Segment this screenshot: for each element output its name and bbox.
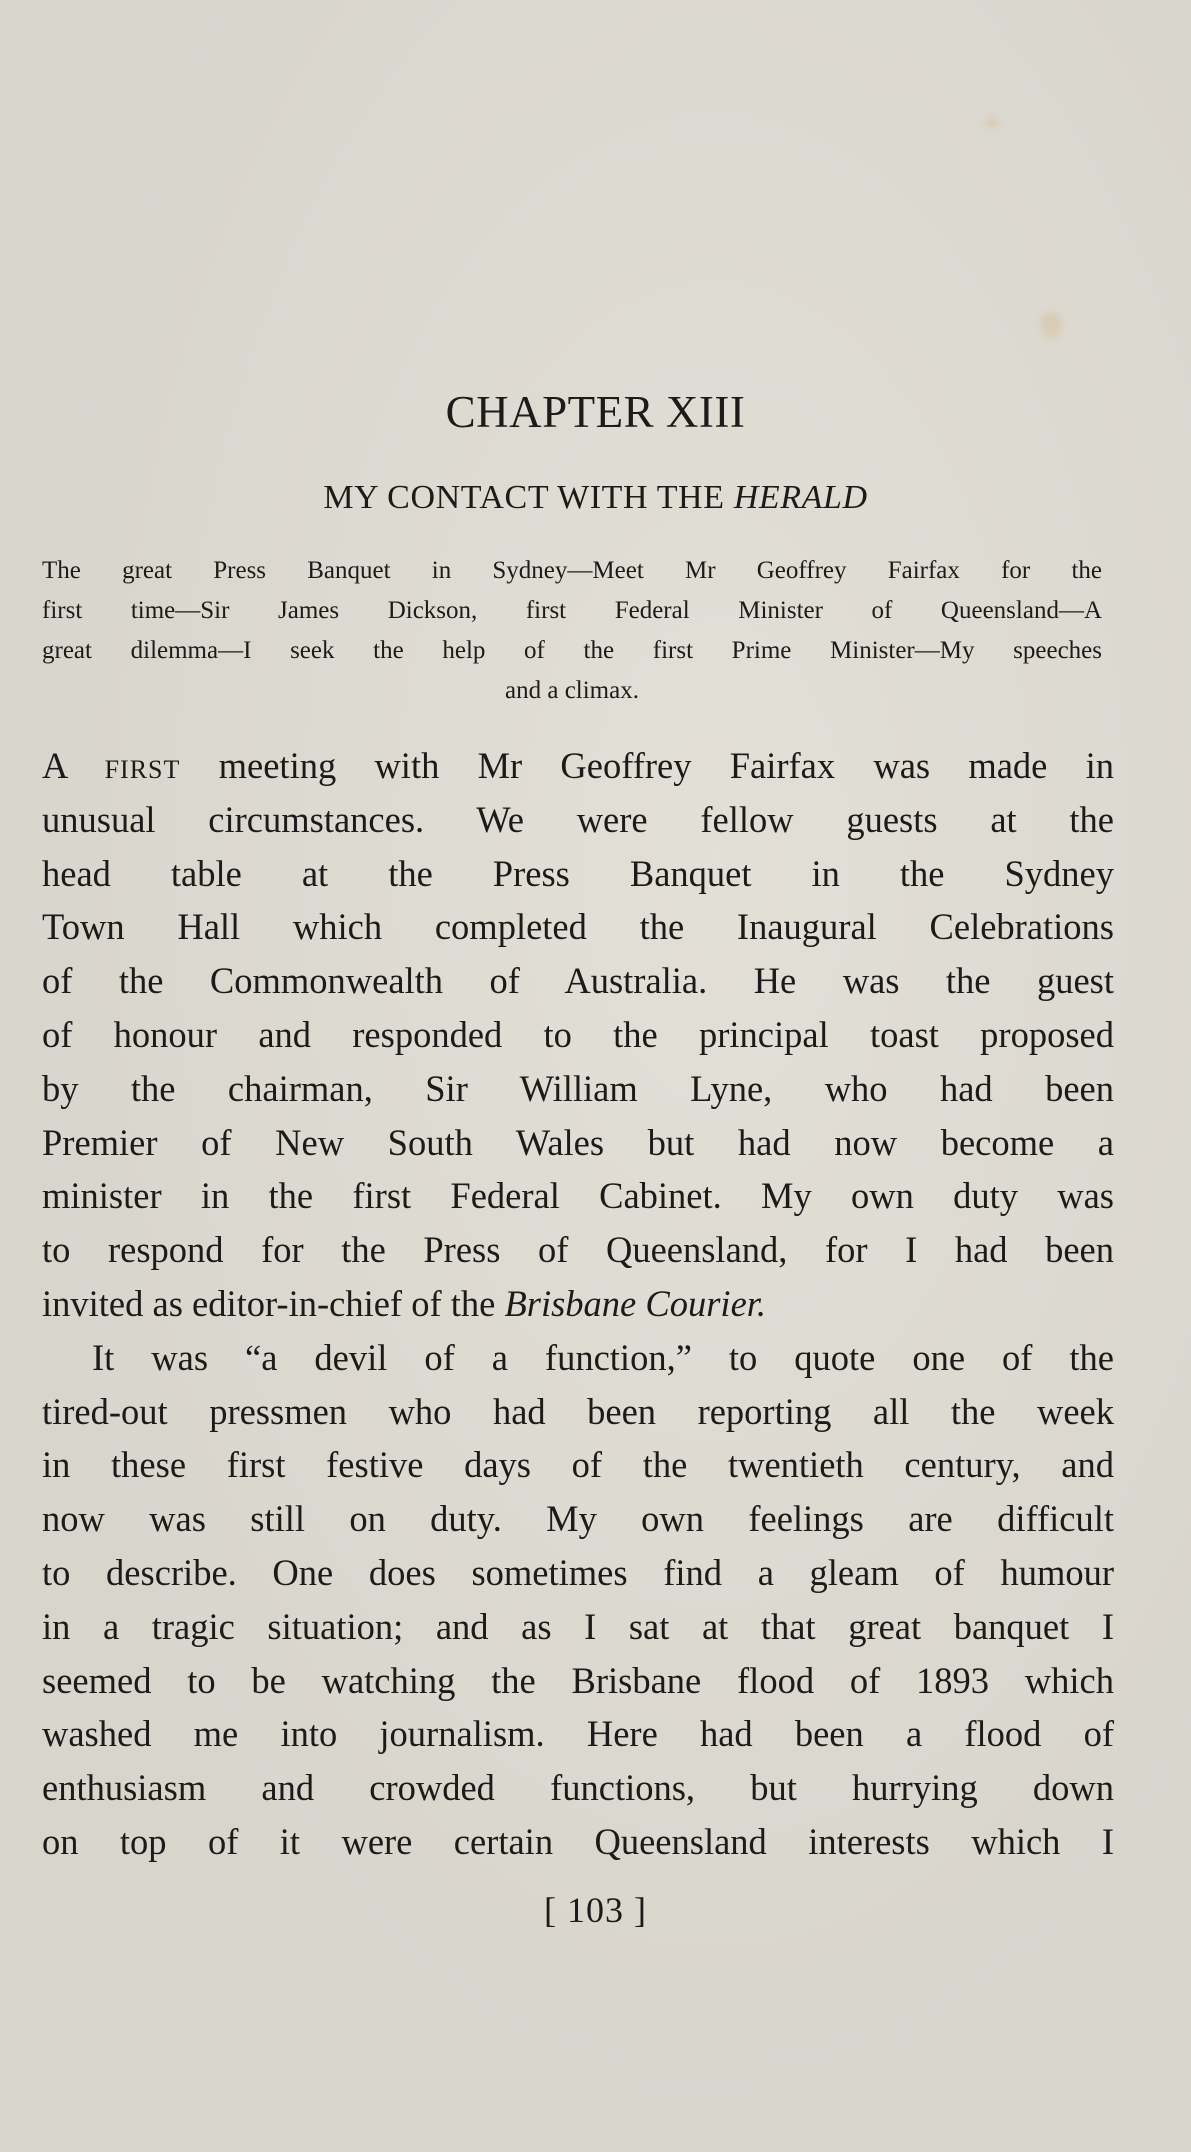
paragraph-2-line: now was still on duty. My own feelings are difficult — [42, 1498, 1114, 1540]
paragraph-1-line: Town Hall which completed the Inaugural Celebrations — [42, 906, 1114, 948]
last-line-text: invited as editor-in-chief of the — [42, 1282, 496, 1324]
synopsis-line: first time—Sir James Dickson, first Federal Minister of Queensland—A — [42, 597, 1102, 624]
first-line-text: meeting with Mr Geoffrey Fairfax was made in — [218, 745, 1114, 786]
paragraph-2-line: on top of it were certain Queensland interests which I — [42, 1820, 1114, 1862]
paragraph-1-first-line — [42, 739, 1114, 793]
paragraph-1-line: unusual circumstances. We were fellow guests at the — [42, 798, 1114, 840]
paragraph-2-line: in a tragic situation; and as I sat at that great banquet I — [42, 1605, 1114, 1647]
chapter-title — [0, 474, 1191, 522]
paragraph-2-line: to describe. One does sometimes find a gleam of humour — [42, 1551, 1114, 1593]
synopsis-line: and a climax. — [505, 677, 639, 704]
chapter-title-text: MY CONTACT WITH THE — [323, 479, 725, 516]
paragraph-1-line: of honour and responded to the principal toast proposed — [42, 1013, 1114, 1055]
paragraph-1-line: of the Commonwealth of Australia. He was the guest — [42, 960, 1114, 1002]
paragraph-2-line: It was “a devil of a function,” to quote one of the — [92, 1336, 1114, 1378]
paper-stain — [985, 118, 999, 128]
opening-small-caps: first — [104, 745, 181, 786]
opening-letter: A — [42, 745, 67, 786]
chapter-title-italic: HERALD — [733, 479, 868, 516]
synopsis-line: The great Press Banquet in Sydney—Meet Mr Geoffrey Fairfax for the — [42, 557, 1102, 584]
paragraph-1-last-line — [42, 1277, 1114, 1331]
newspaper-title: Brisbane Courier. — [504, 1282, 767, 1324]
paragraph-2-line: seemed to be watching the Brisbane flood of 1893 which — [42, 1659, 1114, 1701]
paragraph-1-line: to respond for the Press of Queensland, for I had been — [42, 1229, 1114, 1271]
paragraph-1-line: head table at the Press Banquet in the Sydney — [42, 852, 1114, 894]
synopsis-line: great dilemma—I seek the help of the first Prime Minister—My speeches — [42, 637, 1102, 664]
paragraph-1-line: Premier of New South Wales but had now become a — [42, 1121, 1114, 1163]
paragraph-2-line: tired-out pressmen who had been reporting all the week — [42, 1390, 1114, 1432]
chapter-synopsis — [42, 551, 1102, 711]
paragraph-1-line: minister in the first Federal Cabinet. My own duty was — [42, 1175, 1114, 1217]
paragraph-2-line: in these first festive days of the twentieth century, and — [42, 1444, 1114, 1486]
page-number: [ 103 ] — [544, 1890, 647, 1930]
chapter-heading: CHAPTER XIII — [445, 387, 746, 437]
body-text — [42, 739, 1114, 1869]
paragraph-2-line: washed me into journalism. Here had been a flood of — [42, 1713, 1114, 1755]
paper-stain — [1040, 312, 1062, 338]
paragraph-2-line: enthusiasm and crowded functions, but hurrying down — [42, 1767, 1114, 1809]
paragraph-1-line: by the chairman, Sir William Lyne, who had been — [42, 1067, 1114, 1109]
